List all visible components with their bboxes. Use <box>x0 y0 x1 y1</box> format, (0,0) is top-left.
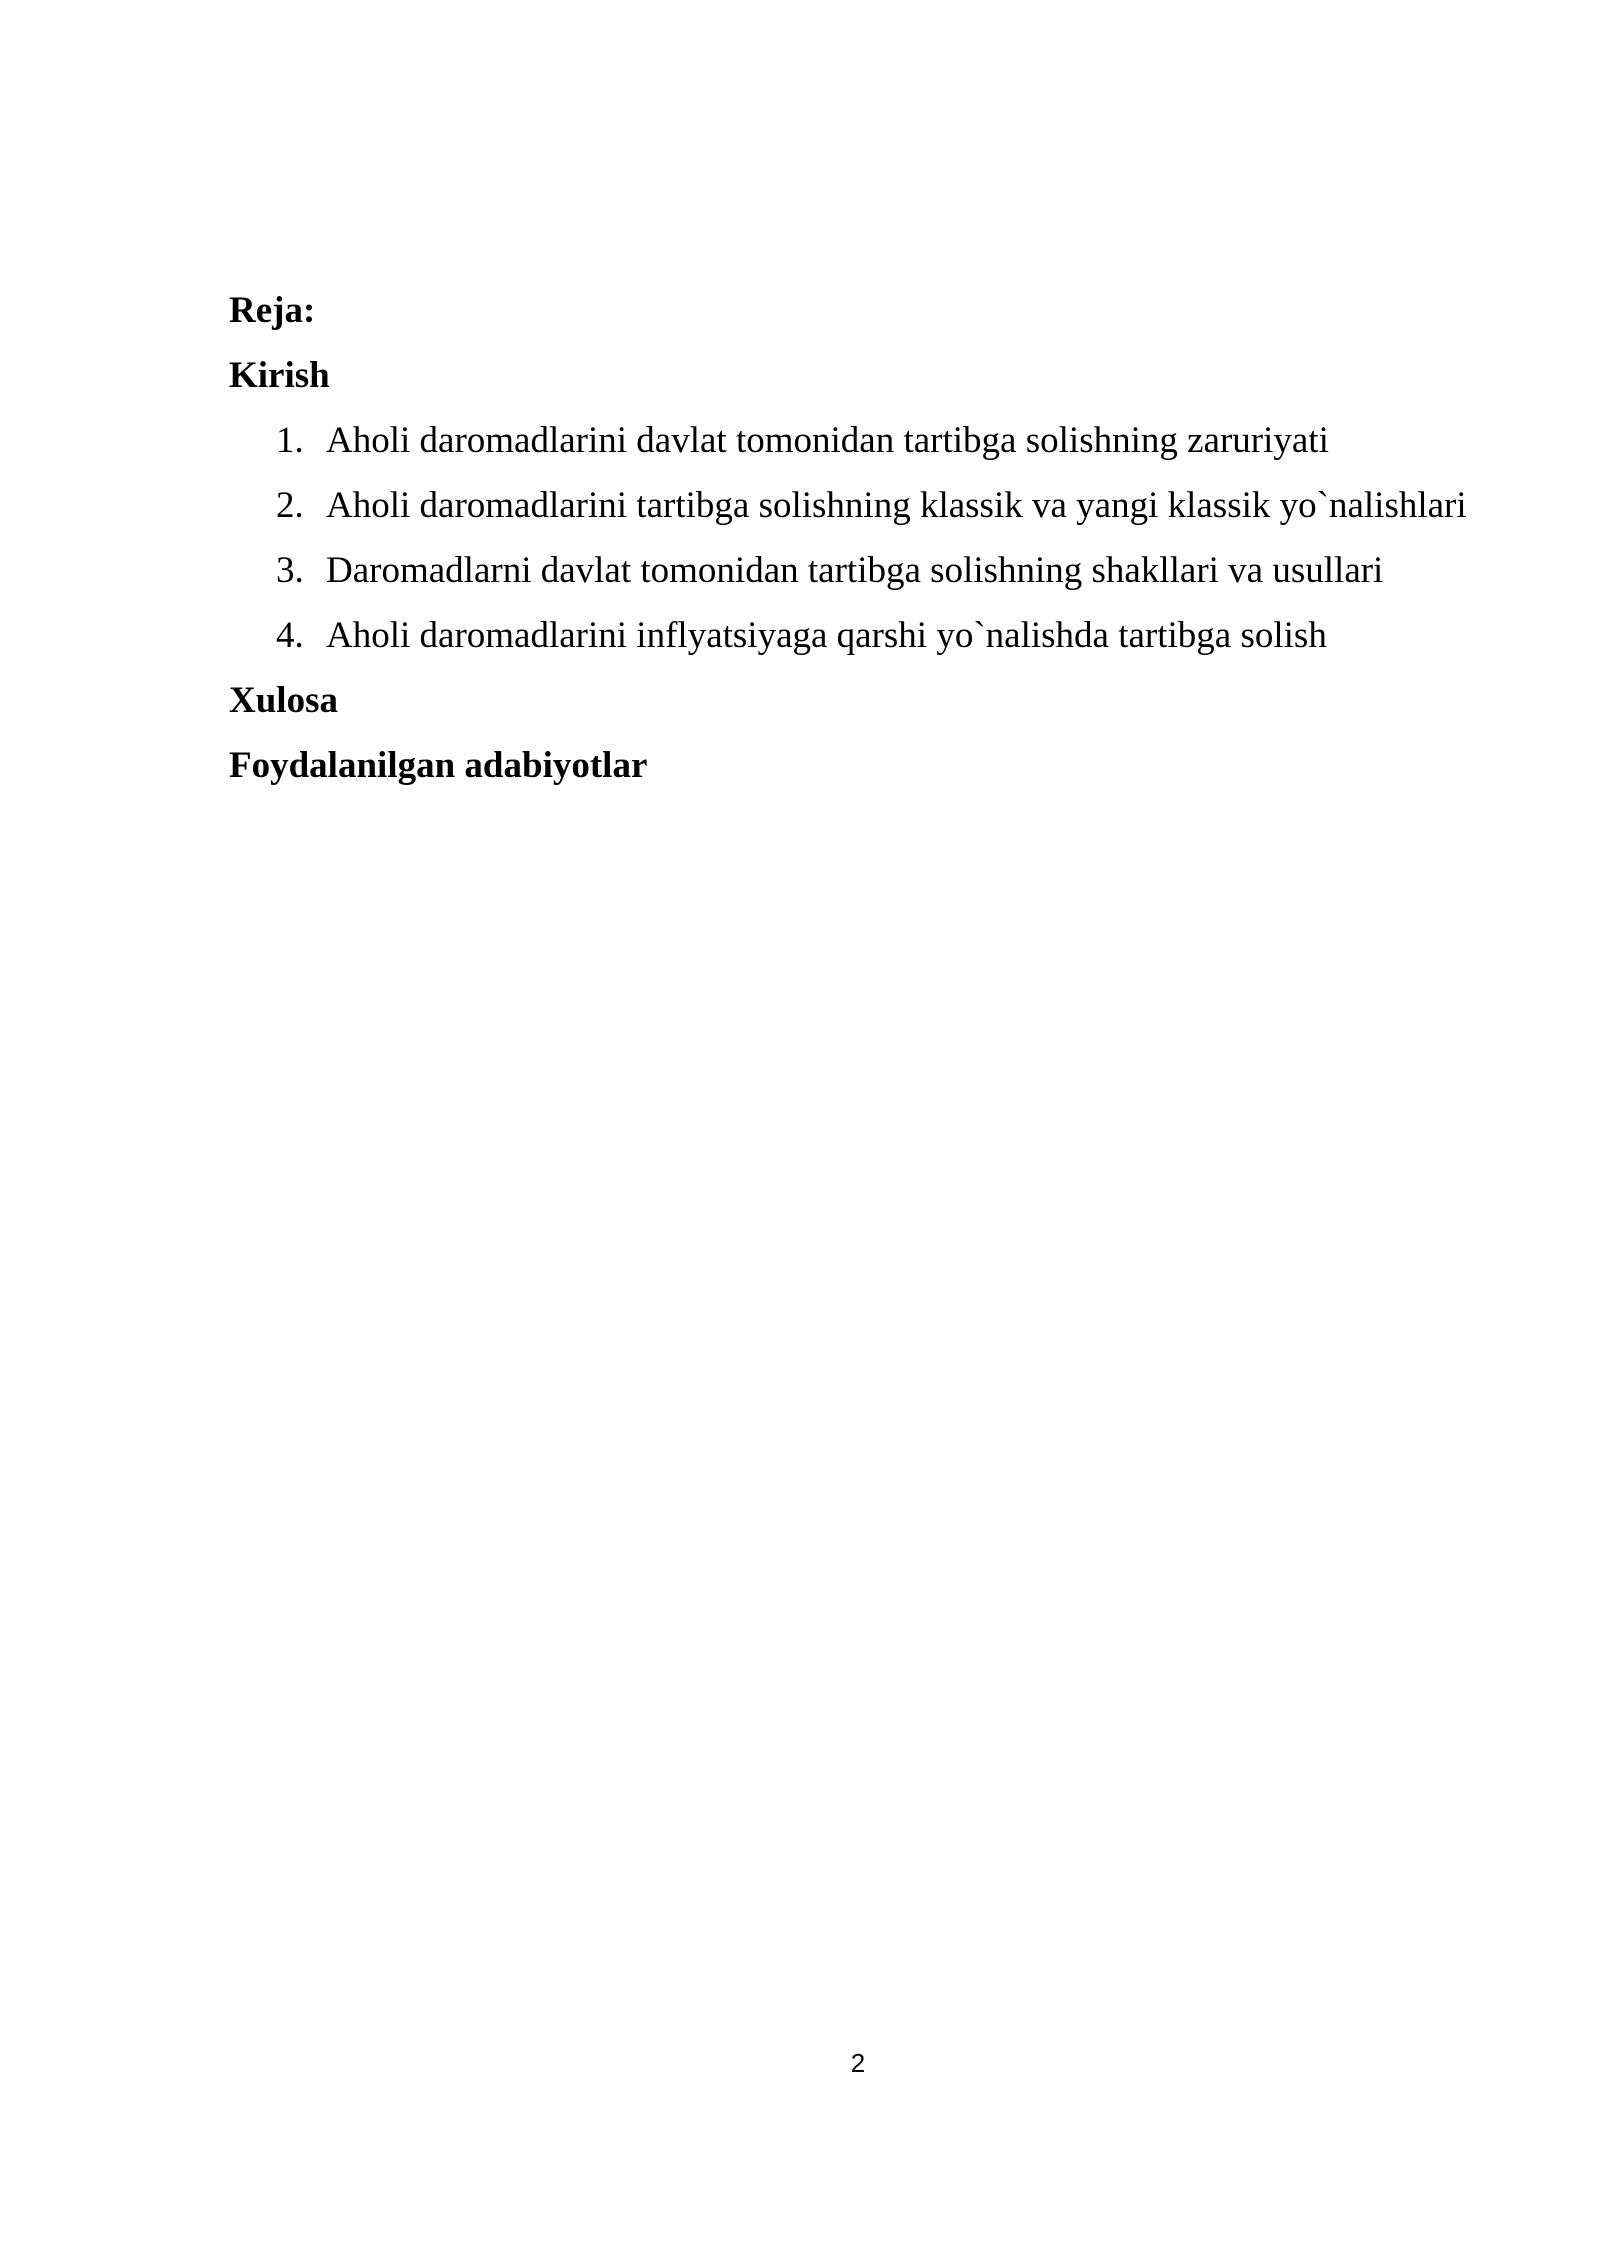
plan-item <box>229 538 1549 603</box>
plan-item-text: Aholi daromadlarini davlat tomonidan tartibga solishning zaruriyati <box>326 420 1329 461</box>
plan-item <box>229 603 1549 668</box>
plan-item-number: 3. <box>276 550 304 591</box>
plan-item-number: 2. <box>276 485 304 526</box>
intro-heading: Kirish <box>229 355 330 396</box>
plan-item-text: Aholi daromadlarini tartibga solishning klassik va yangi klassik yo`nalishlari <box>326 485 1467 526</box>
plan-title: Reja: <box>229 290 316 331</box>
plan-section <box>229 278 1549 798</box>
plan-list <box>229 408 1549 668</box>
plan-item-number: 4. <box>276 615 304 656</box>
references-heading: Foydalanilgan adabiyotlar <box>229 745 648 786</box>
plan-item <box>229 408 1549 473</box>
plan-item-text: Aholi daromadlarini inflyatsiyaga qarshi yo`nalishda tartibga solish <box>326 615 1327 656</box>
conclusion-heading: Xulosa <box>229 680 338 721</box>
plan-item-text: Daromadlarni davlat tomonidan tartibga solishning shakllari va usullari <box>326 550 1384 591</box>
page-number: 2 <box>850 2048 866 2078</box>
plan-item <box>229 473 1549 538</box>
plan-item-number: 1. <box>276 420 304 461</box>
